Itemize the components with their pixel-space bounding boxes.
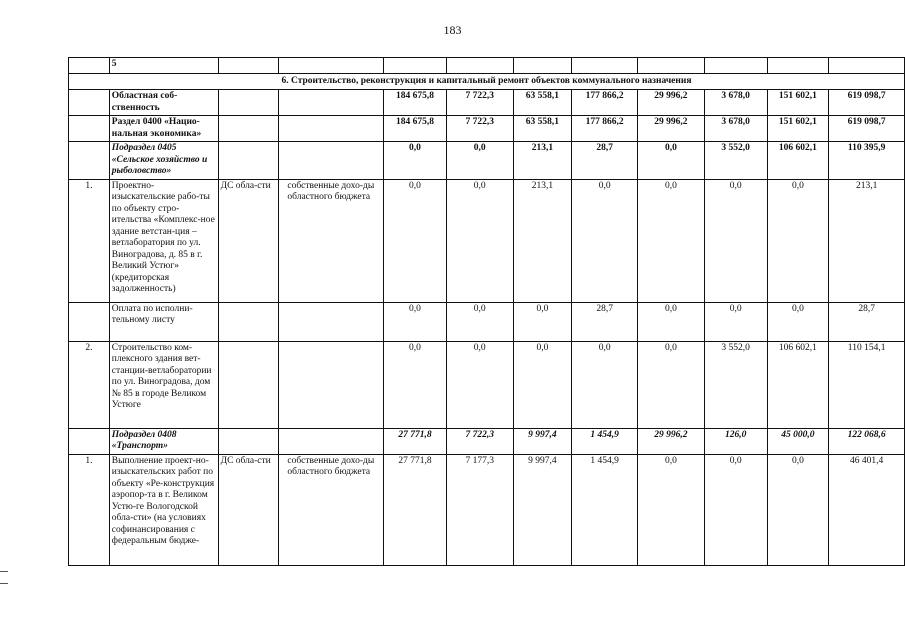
cell-value: 9 997,4 (513, 454, 572, 565)
row-organization: ДС обла-сти (218, 179, 279, 302)
row-funding-source: собственные дохо-ды областного бюджета (279, 179, 384, 302)
cell-value: 213,1 (513, 179, 572, 302)
cell-value: 63 558,1 (513, 90, 572, 116)
cell-value: 0,0 (638, 179, 705, 302)
page-number: 183 (443, 23, 462, 37)
cell-value: 29 996,2 (638, 90, 705, 116)
cell-value: 177 866,2 (572, 116, 638, 142)
cell-value: 0,0 (572, 341, 638, 428)
crop-mark (0, 571, 8, 572)
row-number: 1. (69, 179, 110, 302)
cell-value: 151 602,1 (767, 116, 829, 142)
table-row (69, 428, 905, 454)
crop-mark (0, 583, 8, 584)
cell-value: 0,0 (513, 302, 572, 341)
row-number: 1. (69, 454, 110, 565)
table-row (69, 341, 905, 428)
cell-value: 184 675,8 (384, 116, 447, 142)
cell-value: 0,0 (638, 302, 705, 341)
row-name: Областная соб-ственность (109, 90, 218, 116)
cell-value: 0,0 (572, 179, 638, 302)
cell-value: 0,0 (638, 142, 705, 180)
cell-value: 27 771,8 (384, 454, 447, 565)
header-row (69, 58, 905, 74)
row-name: Выполнение проект-но-изыскательских работ по объекту «Ре-конструкция аэропор-та в г. Великом Устю-ге Вологодской обла-сти» (на условиях софинансирования с федеральным бюдже- (109, 454, 218, 565)
cell-value: 619 098,7 (829, 90, 905, 116)
cell-value: 7 722,3 (446, 428, 513, 454)
cell-value: 0,0 (767, 179, 829, 302)
cell-value: 28,7 (572, 142, 638, 180)
row-name: Подраздел 0405 «Сельское хозяйство и рыболовство» (109, 142, 218, 180)
row-number: 2. (69, 341, 110, 428)
cell-value: 0,0 (638, 454, 705, 565)
cell-value: 122 068,6 (829, 428, 905, 454)
cell-value: 0,0 (384, 302, 447, 341)
cell-value: 0,0 (704, 302, 767, 341)
cell-value: 106 602,1 (767, 341, 829, 428)
cell-value: 0,0 (513, 341, 572, 428)
cell-value: 213,1 (513, 142, 572, 180)
cell-value: 1 454,9 (572, 454, 638, 565)
cell-value: 45 000,0 (767, 428, 829, 454)
section-title-row (69, 74, 905, 90)
cell-value: 110 154,1 (829, 341, 905, 428)
cell-value: 28,7 (572, 302, 638, 341)
cell-value: 184 675,8 (384, 90, 447, 116)
cell-value: 0,0 (767, 302, 829, 341)
row-name: Подраздел 0408 «Транспорт» (109, 428, 218, 454)
cell-value: 0,0 (446, 302, 513, 341)
row-name: Раздел 0400 «Нацио-нальная экономика» (109, 116, 218, 142)
cell-value: 0,0 (638, 341, 705, 428)
cell-value: 3 678,0 (704, 116, 767, 142)
cell-value: 0,0 (384, 142, 447, 180)
row-name: Строительство ком-плексного здания вет-станции-ветлаборатории по ул. Виноградова, дом № 85 в городе Великом Устюге (109, 341, 218, 428)
column-number: 5 (109, 58, 218, 74)
cell-value: 7 722,3 (446, 116, 513, 142)
cell-value: 3 678,0 (704, 90, 767, 116)
cell-value: 213,1 (829, 179, 905, 302)
table-row (69, 90, 905, 116)
cell-value: 0,0 (446, 341, 513, 428)
cell-value: 0,0 (446, 179, 513, 302)
row-name: Проектно-изыскательские рабо-ты по объекту стро-ительства «Комплекс-ное здание ветстан-ция – ветлаборатория по ул. Виноградова, д. 85 в г. Великий Устюг» (кредиторская задолженность) (109, 179, 218, 302)
cell-value: 29 996,2 (638, 428, 705, 454)
cell-value: 0,0 (446, 142, 513, 180)
row-organization: ДС обла-сти (218, 454, 279, 565)
cell-value: 0,0 (384, 341, 447, 428)
cell-value: 7 177,3 (446, 454, 513, 565)
table-row (69, 142, 905, 180)
cell-value: 7 722,3 (446, 90, 513, 116)
cell-value: 28,7 (829, 302, 905, 341)
cell-value: 3 552,0 (704, 142, 767, 180)
cell-value: 0,0 (704, 179, 767, 302)
cell-value: 1 454,9 (572, 428, 638, 454)
table-row (69, 454, 905, 565)
cell-value: 0,0 (704, 454, 767, 565)
cell-value: 0,0 (767, 454, 829, 565)
cell-value: 126,0 (704, 428, 767, 454)
budget-table (68, 57, 905, 566)
cell-value: 110 395,9 (829, 142, 905, 180)
table-row (69, 302, 905, 341)
table-row (69, 116, 905, 142)
cell-value: 151 602,1 (767, 90, 829, 116)
section-title: 6. Строительство, реконструкция и капитальный ремонт объектов коммунального назначения (69, 74, 905, 90)
cell-value: 177 866,2 (572, 90, 638, 116)
cell-value: 619 098,7 (829, 116, 905, 142)
cell-value: 0,0 (384, 179, 447, 302)
cell-value: 9 997,4 (513, 428, 572, 454)
table-row (69, 179, 905, 302)
row-funding-source: собственные дохо-ды областного бюджета (279, 454, 384, 565)
cell-value: 29 996,2 (638, 116, 705, 142)
cell-value: 3 552,0 (704, 341, 767, 428)
cell-value: 106 602,1 (767, 142, 829, 180)
cell-value: 27 771,8 (384, 428, 447, 454)
cell-value: 46 401,4 (829, 454, 905, 565)
cell-value: 63 558,1 (513, 116, 572, 142)
row-name: Оплата по исполни-тельному листу (109, 302, 218, 341)
